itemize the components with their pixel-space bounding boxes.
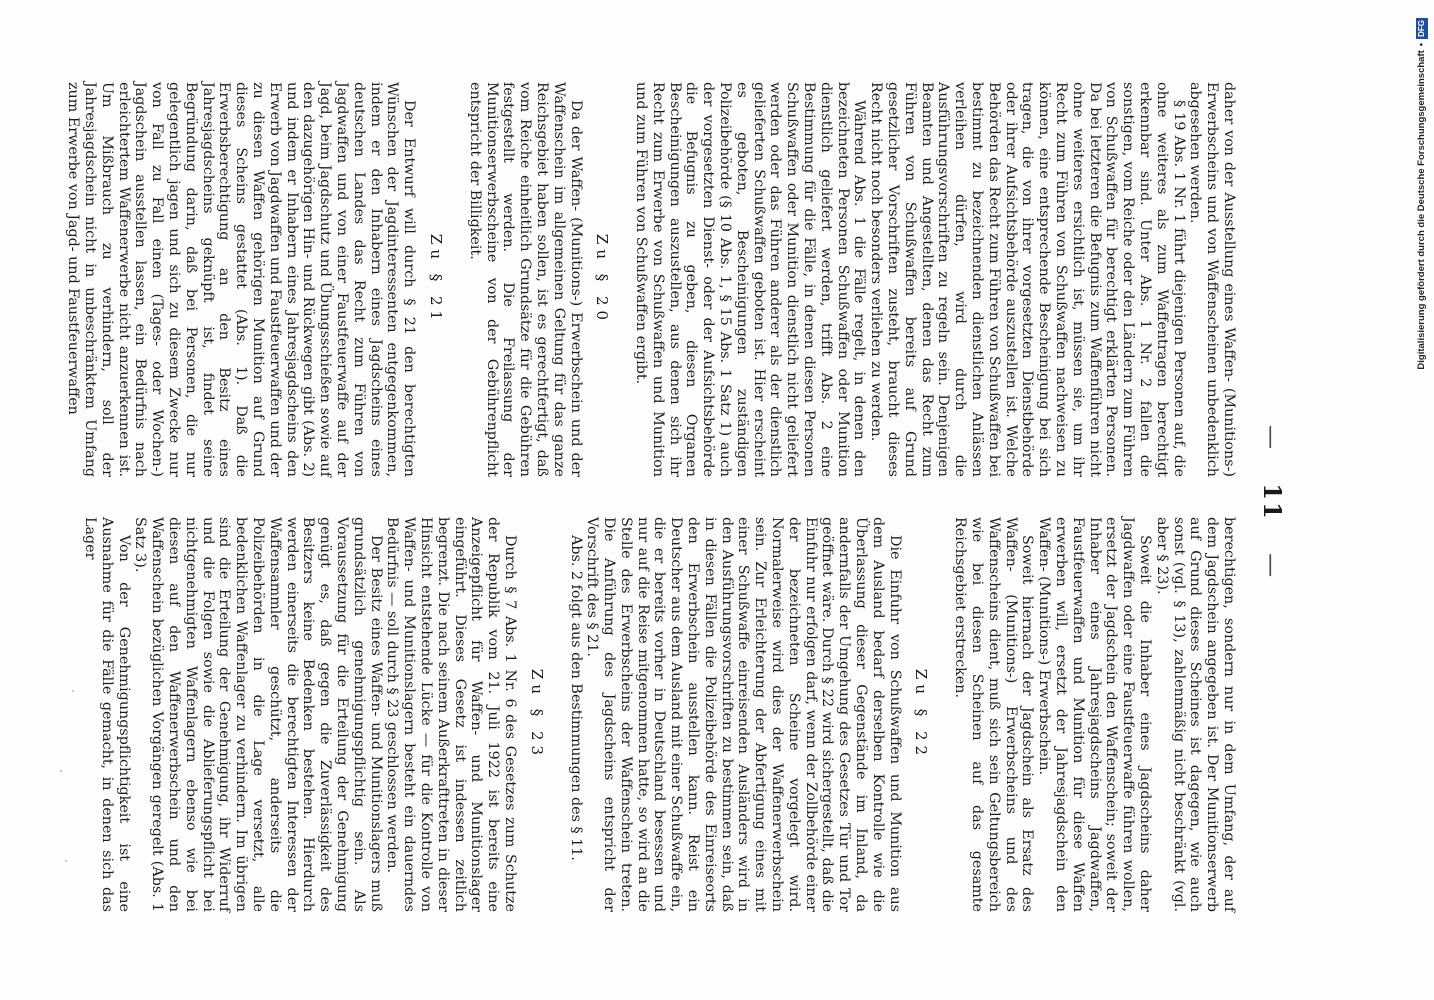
header-dash-left: —: [1258, 424, 1286, 451]
scan-speck: [65, 860, 67, 862]
page-number: 11: [1258, 483, 1287, 521]
scan-speck: [60, 770, 62, 772]
paragraph: Soweit hiernach der Jagdschein als Ersatz des Waffen- (Munitions-) Erwerbscheins und des Waffenscheins dient, muß sich sein Geltungsbereich wie bei diesen Scheinen auf das gesamte Reichsgebiet erstrecken.: [952, 517, 1036, 912]
paragraph: Von der Genehmigungspflichtigkeit ist eine Ausnahme für die Fälle gemacht, in denen sich das Lager: [82, 517, 132, 912]
paragraph: § 19 Abs. 1 Nr. 1 führt diejenigen Personen auf, die ohne weiteres als zum Waffentragen berechtigt erkennbar sind. Unter Abs. 1 Nr. 2 fallen die sonstigen, vom Reiche oder den Ländern zum Führen von Schußwaffen für berechtigt erklärten Personen. Da bei letzteren die Befugnis zum Waffenführen nicht ohne weiteres ersichtlich ist, müssen sie, um ihr Recht zum Führen von Schußwaffen nachweisen zu können, eine entsprechende Bescheinigung bei sich tragen, die von ihrer vorgesetzten Dienstbehörde oder ihrer Aufsichtsbehörde auszustellen ist. Welche Behörden das Recht zum Führen von Schußwaffen bei bestimmt zu bezeichnenden dienstlichen Anlässen verleihen dürfen, wird durch die Ausführungsvorschriften zu regeln sein. Denjenigen Beamten und Angestellten, denen das Recht zum Führen von Schußwaffen bereits auf Grund gesetzlicher Vorschriften zusteht, braucht dieses Recht nicht noch besonders verliehen zu werden.: [868, 82, 1187, 478]
section-heading-22: Zu § 22: [912, 668, 931, 761]
paragraph: berechtigen, sondern nur in dem Umfang, der auf dem Jagdschein angegeben ist. Der Munitionserwerb auf Grund dieses Scheines ist dagegen, wie auch sonst (vgl. § 13), zahlenmäßig nicht beschränkt (vgl. aber § 23).: [1153, 517, 1237, 912]
section-heading-20: Zu § 20: [593, 233, 612, 326]
paragraph: Während Abs. 1 die Fälle regelt, in denen den bezeichneten Personen Schußwaffen oder Munition dienstlich geliefert werden, trifft Abs. 2 eine Bestimmung für die Fälle, in denen diesen Personen Schußwaffen oder Munition dienstlich nicht geliefert werden oder das Führen anderer als der dienstlich gelieferten Schußwaffen geboten ist. Hier erscheint es geboten, Bescheinigungen zuständigen Polizeibehörde (§ 10 Abs. 1, § 15 Abs. 1 Satz 1) auch der vorgesetzten Dienst- oder der Aufsichtsbehörde die Befugnis zu geben, diesen Organen Bescheinigungen auszustellen, aus denen sich ihr Recht zum Erwerbe von Schußwaffen und Munition und zum Führen von Schußwaffen ergibt.: [633, 82, 868, 477]
left-text-column: [64, 82, 1237, 477]
paragraph: Soweit die Inhaber eines Jagdscheins daher Jagdwaffen oder eine Faustfeuerwaffe führen wollen, ersetzt der Jagdschein den Waffenschein; soweit der Inhaber eines Jahresjagdscheins Jagdwaffen, Faustfeuerwaffen und Munition für diese Waffen erwerben will, ersetzt der Jahresjagdschein den Waffen- (Munitions-) Erwerbschein.: [1036, 517, 1154, 912]
paragraph: Die Einfuhr von Schußwaffen und Munition aus dem Ausland bedarf derselben Kontrolle wie die Überlassung dieser Gegenstände im Inland, da andernfalls der Umgehung des Gesetzes Tür und Tor geöffnet wäre. Durch § 22 wird sichergestellt, daß die Einfuhr nur erfolgen darf, wenn der Zollbehörde einer der bezeichneten Scheine vorgelegt wird. Normalerweise wird dies der Waffenerwerbschein sein. Zur Erleichterung der Abfertigung eines mit einer Schußwaffe einreisenden Ausländers wird in den Ausführungsvorschriften zu bestimmen sein, daß in diesen Fällen die Polizeibehörde des Einreiseorts den Erwerbschein ausstellen kann. Reist ein Deutscher aus dem Ausland mit einer Schußwaffe ein, die er bereits vorher in Deutschland besessen und nur auf die Reise mitgenommen hatte, so wird an die Stelle des Erwerbscheins der Waffenschein treten. Die Anführung des Jagdscheins entspricht der Vorschrift des § 21.: [584, 517, 903, 912]
paragraph: Abs. 2 folgt aus den Bestimmungen des § 11.: [567, 535, 584, 861]
document-page: [65, 82, 1295, 922]
scan-speck: [72, 690, 74, 692]
paragraph: Der Entwurf will durch § 21 den berechtigten Wünschen der Jagdinteressenten entgegenkommen, indem er den Inhabern eines Jagdscheins eines deutschen Landes das Recht zum Führen von Jagdwaffen und von einer Faustfeuerwaffe auf der Jagd, beim Jagdschutz und Übungsschießen sowie auf den dazugehörigen Hin- und Rückwegen gibt (Abs. 2) und indem er Inhabern eines Jahresjagdscheins den Erwerb von Jagdwaffen und Faustfeuerwaffen und der zu diesen Waffen gehörigen Munition auf Grund dieses Scheins gestattet (Abs. 1). Daß die Erwerbsberechtigung an den Besitz eines Jahresjagdscheins geknüpft ist, findet seine Begründung darin, daß bei Personen, die nur gelegentlich jagen und sich zu diesem Zwecke nur von Fall zu Fall einen (Tages- oder Wochen-) Jagdschein ausstellen lassen, ein Bedürfnis nach erleichtertem Waffenerwerbe nicht anzuerkennen ist. Um Mißbrauch zu verhindern, soll der Jahresjagdschein nicht in unbeschränktem Umfang zum Erwerbe von Jagd- und Faustfeuerwaffen: [65, 82, 418, 477]
paragraph: Da der Waffen- (Munitions-) Erwerbschein und der Waffenschein im allgemeinen Geltung für das ganze Reichsgebiet haben sollen, ist es gerechtfertigt, daß vom Reiche einheitlich Grundsätze für die Gebühren festgestellt werden. Die Freilassung der Munitionserwerbscheine von der Gebührenpflicht entspricht der Billigkeit.: [466, 82, 584, 477]
page-header: [1247, 82, 1287, 922]
dfg-logo: DFG: [1417, 20, 1426, 37]
paragraph: Durch § 7 Abs. 1 Nr. 6 des Gesetzes zum Schutze der Republik vom 21. Juli 1922 ist bereits eine Anzeigepflicht für Waffen- und Munitionslager eingeführt. Dieses Gesetz ist indessen zeitlich begrenzt. Die nach seinem Außerkrafttreten in dieser Hinsicht entstehende Lücke — für die Kontrolle von Waffen- und Munitionslagern besteht ein dauerndes Bedürfnis — soll durch § 23 geschlossen werden.: [384, 517, 518, 912]
paragraph: Der Besitz eines Waffen- und Munitionslagers muß grundsätzlich genehmigungspflichtig sein. Als Voraussetzung für die Erteilung der Genehmigung genügt es, daß gegen die Zuverlässigkeit des Besitzers keine Bedenken bestehen. Hierdurch werden einerseits die berechtigten Interessen der Waffensammler geschützt, anderseits die Polizeibehörden in die Lage versetzt, alle bedenklichen Waffenlager zu verhindern. Im übrigen sind die Erteilung der Genehmigung, ihr Widerruf und die Folgen sowie die Ablieferungspflicht bei nichtgenehmigten Waffenlagern ebenso wie bei diesen auf den Waffenerwerbschein und den Waffenschein bezüglichen Vorgängen geregelt (Abs. 1 Satz 3).: [132, 517, 384, 912]
credit-text: Digitalisierung gefördert durch die Deutsche Forschungsgemeinschaft: [1416, 50, 1427, 370]
right-text-column: [81, 517, 1237, 912]
section-heading-23: Zu § 23: [527, 668, 546, 761]
section-heading-21: Zu § 21: [426, 233, 445, 326]
paragraph: daher von der Ausstellung eines Waffen- (Munitions-) Erwerbscheins und von Waffenscheinen unbedenklich abgesehen werden.: [1187, 82, 1237, 477]
header-dash-right: —: [1258, 553, 1286, 580]
digitization-credit: Digitalisierung gefördert durch die Deutsche Forschungsgemeinschaft • DFG: [1414, 18, 1430, 978]
